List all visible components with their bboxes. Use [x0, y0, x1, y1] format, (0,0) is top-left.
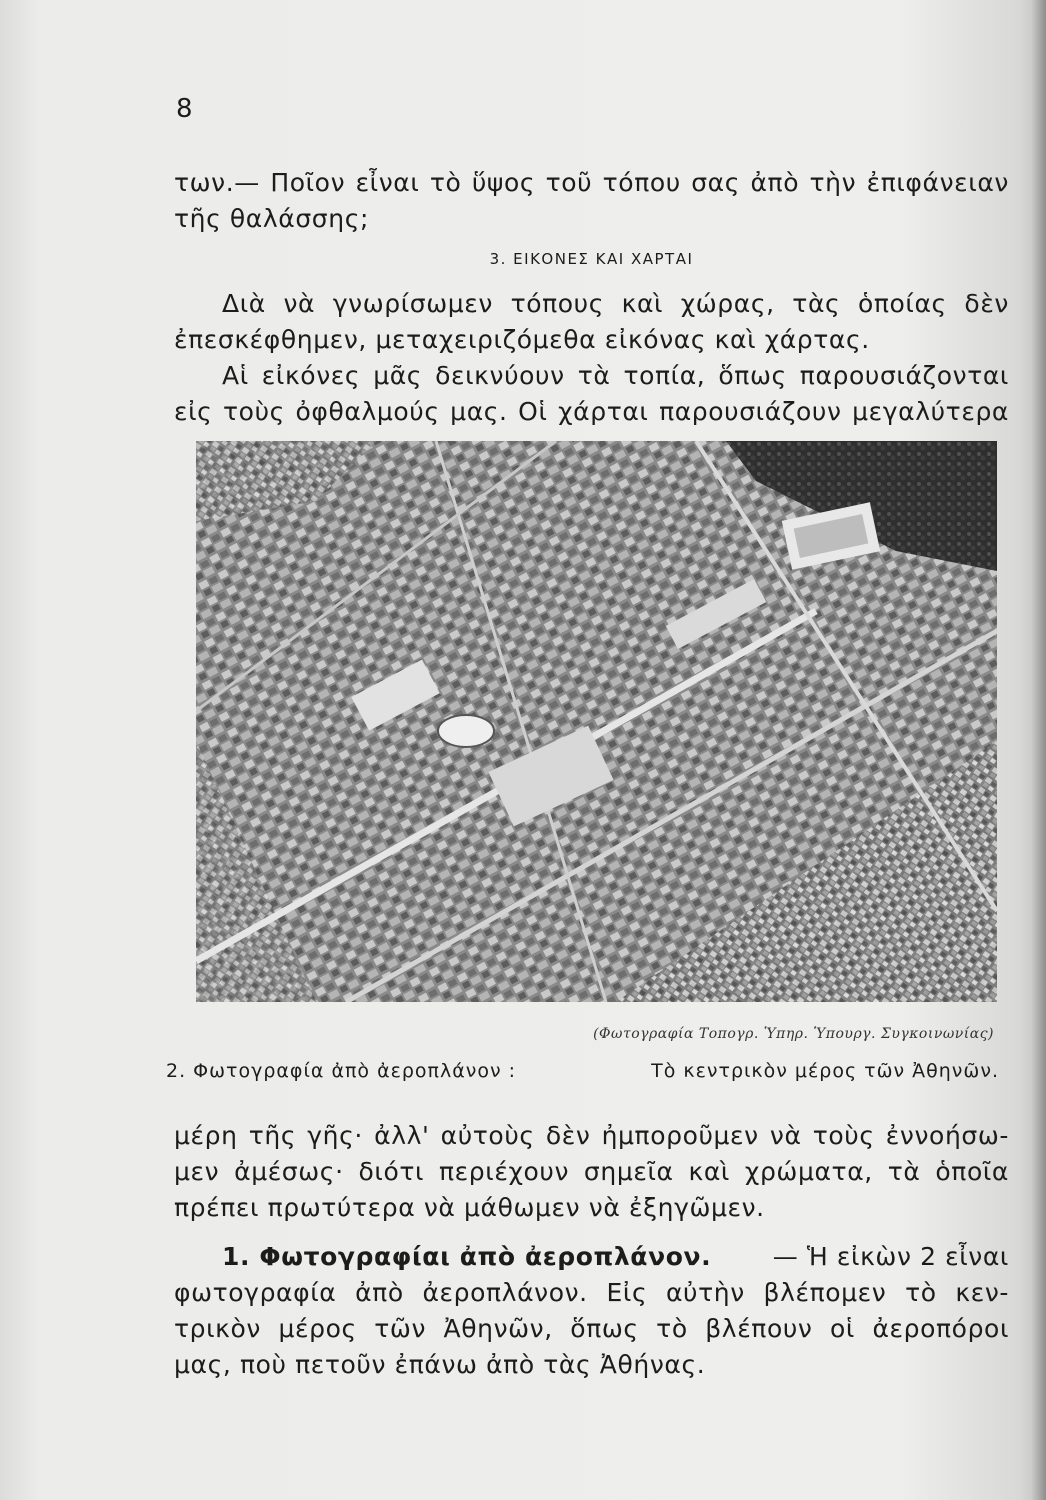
photo-credit: (Φωτογραφία Τοπογρ. Ὑπηρ. Ὑπουργ. Συγκοινωνίας)	[593, 1026, 994, 1042]
section-heading: 3. ΕΙΚΟΝΕΣ ΚΑΙ ΧΑΡΤΑΙ	[489, 250, 694, 268]
aerial-photo-drawing	[196, 441, 997, 1002]
subsection-first-line	[222, 1239, 1009, 1275]
page-number: 8	[176, 94, 193, 124]
aerial-photo-athens	[196, 441, 997, 1002]
figure-caption-number: 2. Φωτογραφία ἀπὸ ἀεροπλάνον :	[166, 1060, 517, 1082]
text-line: μας, ποὺ πετοῦν ἐπάνω ἀπὸ τὰς Ἀθήνας.	[174, 1350, 706, 1379]
text-line: τρικὸν μέρος τῶν Ἀθηνῶν, ὅπως τὸ βλέπουν οἱ ἀεροπόροι	[174, 1314, 1009, 1343]
text-line: μεν ἀμέσως· διότι περιέχουν σημεῖα καὶ χρώματα, τὰ ὁποῖα	[174, 1157, 1009, 1186]
text-line: Διὰ νὰ γνωρίσωμεν τόπους καὶ χώρας, τὰς ὁποίας δὲν	[222, 289, 1009, 318]
text-line: πρέπει πρωτύτερα νὰ μάθωμεν νὰ ἐξηγῶμεν.	[174, 1193, 765, 1222]
text-line: ἐπεσκέφθημεν, μεταχειριζόμεθα εἰκόνας καὶ χάρτας.	[174, 325, 870, 354]
figure-caption-title: Τὸ κεντρικὸν μέρος τῶν Ἀθηνῶν.	[651, 1060, 999, 1082]
page-edge	[1032, 0, 1046, 1500]
text-line: των.— Ποῖον εἶναι τὸ ὕψος τοῦ τόπου σας ἀπὸ τὴν ἐπιφάνειαν	[174, 168, 1009, 197]
text-line: Αἱ εἰκόνες μᾶς δεικνύουν τὰ τοπία, ὅπως παρουσιάζονται	[222, 361, 1009, 390]
figure-caption	[166, 1060, 999, 1082]
subsection-first-line-text: — Ἡ εἰκὼν 2 εἶναι	[772, 1242, 1009, 1271]
text-line: τῆς θαλάσσης;	[174, 204, 369, 233]
subsection-title: 1. Φωτογραφίαι ἀπὸ ἀεροπλάνον.	[222, 1242, 712, 1271]
text-line: φωτογραφία ἀπὸ ἀεροπλάνον. Εἰς αὐτὴν βλέπομεν τὸ κεν-	[174, 1278, 1009, 1307]
text-line: μέρη τῆς γῆς· ἀλλ' αὐτοὺς δὲν ἠμποροῦμεν νὰ τοὺς ἐννοήσω-	[174, 1121, 1009, 1150]
text-line: εἰς τοὺς ὀφθαλμούς μας. Οἱ χάρται παρουσιάζουν μεγαλύτερα	[174, 397, 1009, 426]
